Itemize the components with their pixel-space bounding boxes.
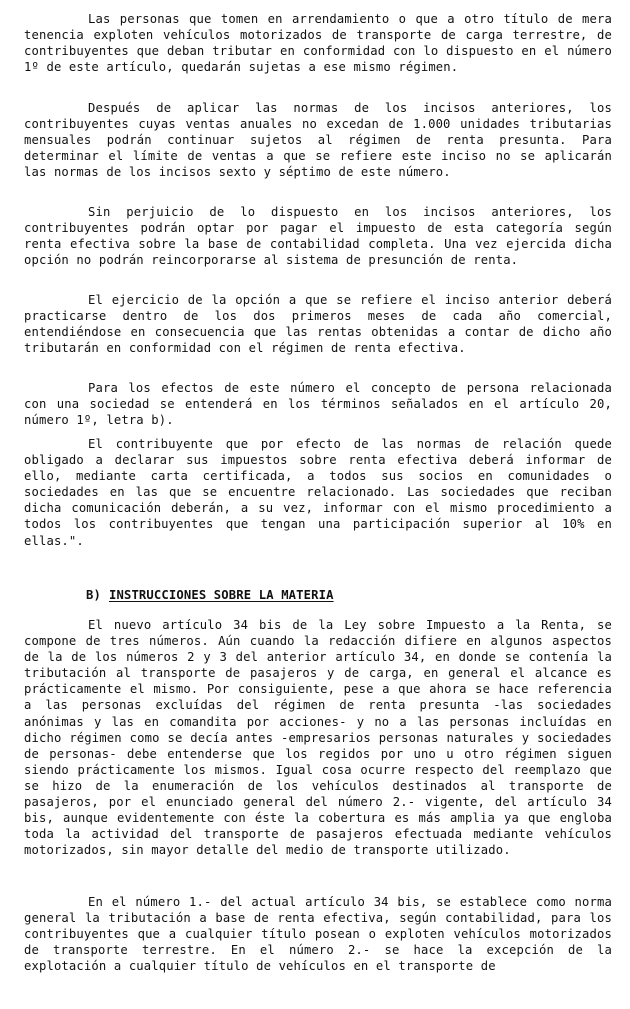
paragraph-articulo-34-bis: El nuevo artículo 34 bis de la Ley sobre Impuesto a la Renta, se compone de tres números. Aún cuando la redacción difiere en algunos aspectos de la de los números 2 y 3 del anterior artículo 34, en donde se contenía la tributación al transporte de pasajeros y de carga, en general el alcance es prácticamente el mismo. Por consiguiente, pese a que ahora se hace referencia a las personas excluídas del régimen de renta presunta -las sociedades anónimas y las en comandita por acciones- y no a las personas incluídas en dicho régimen como se decía antes -empresarios personas naturales y sociedades de personas- debe entenderse que los regidos por uno u otro régimen siguen siendo prácticamente los mismos. Igual cosa ocurre respecto del reemplazo que se hizo de la enumeración de los vehículos destinados al transporte de pasajeros, por el enunciado general del número 2.- vigente, del artículo 34 bis, aunque evidentemente con éste la cobertura es más amplia ya que engloba toda la actividad del transporte de pasajeros efectuada mediante vehículos motorizados, sin mayor detalle del medio de transporte utilizado. [24,618,612,858]
paragraph-arrendamiento: Las personas que tomen en arrendamiento o que a otro título de mera tenencia exploten vehículos motorizados de transporte de carga terrestre, de contribuyentes que deban tributar en conformidad con lo dispuesto en el número 1º de este artículo, quedarán sujetas a ese mismo régimen. [24,12,612,75]
paragraph-numero-1: En el número 1.- del actual artículo 34 bis, se establece como norma general la tributación a base de renta efectiva, según contabilidad, para los contribuyentes que a cualquier título posean o exploten vehículos motorizados de transporte terrestre. En el número 2.- se hace la excepción de la explotación a cualquier título de vehículos en el transporte de [24,895,612,974]
section-title: INSTRUCCIONES SOBRE LA MATERIA [108,588,334,602]
paragraph-opcion-renta-efectiva: Sin perjuicio de lo dispuesto en los incisos anteriores, los contribuyentes podrán optar por pagar el impuesto de esta categoría según renta efectiva sobre la base de contabilidad completa. Una vez ejercida dicha opción no podrán reincorporarse al sistema de presunción de renta. [24,205,612,268]
paragraph-persona-relacionada: Para los efectos de este número el concepto de persona relacionada con una sociedad se entenderá en los términos señalados en el artículo 20, número 1º, letra b). [24,381,612,428]
paragraph-renta-presunta-limite: Después de aplicar las normas de los incisos anteriores, los contribuyentes cuyas ventas anuales no excedan de 1.000 unidades tributarias mensuales podrán continuar sujetos al régimen de renta presunta. Para determinar el límite de ventas a que se refiere este inciso no se aplicarán las normas de los incisos sexto y séptimo de este número. [24,101,612,180]
paragraph-normas-relacion: El contribuyente que por efecto de las normas de relación quede obligado a declarar sus impuestos sobre renta efectiva deberá informar de ello, mediante carta certificada, a todos sus socios en comunidades o sociedades en las que se encuentre relacionado. Las sociedades que reciban dicha comunicación deberán, a su vez, informar con el mismo procedimiento a todos los contribuyentes que tengan una participación superior al 10% en ellas.". [24,437,612,548]
paragraph-ejercicio-opcion: El ejercicio de la opción a que se refiere el inciso anterior deberá practicarse dentro de los dos primeros meses de cada año comercial, entendiéndose en consecuencia que las rentas obtenidas a contar de dicho año tributarán en conformidad con el régimen de renta efectiva. [24,293,612,356]
section-heading [86,587,334,603]
section-letter: B) [86,588,101,602]
